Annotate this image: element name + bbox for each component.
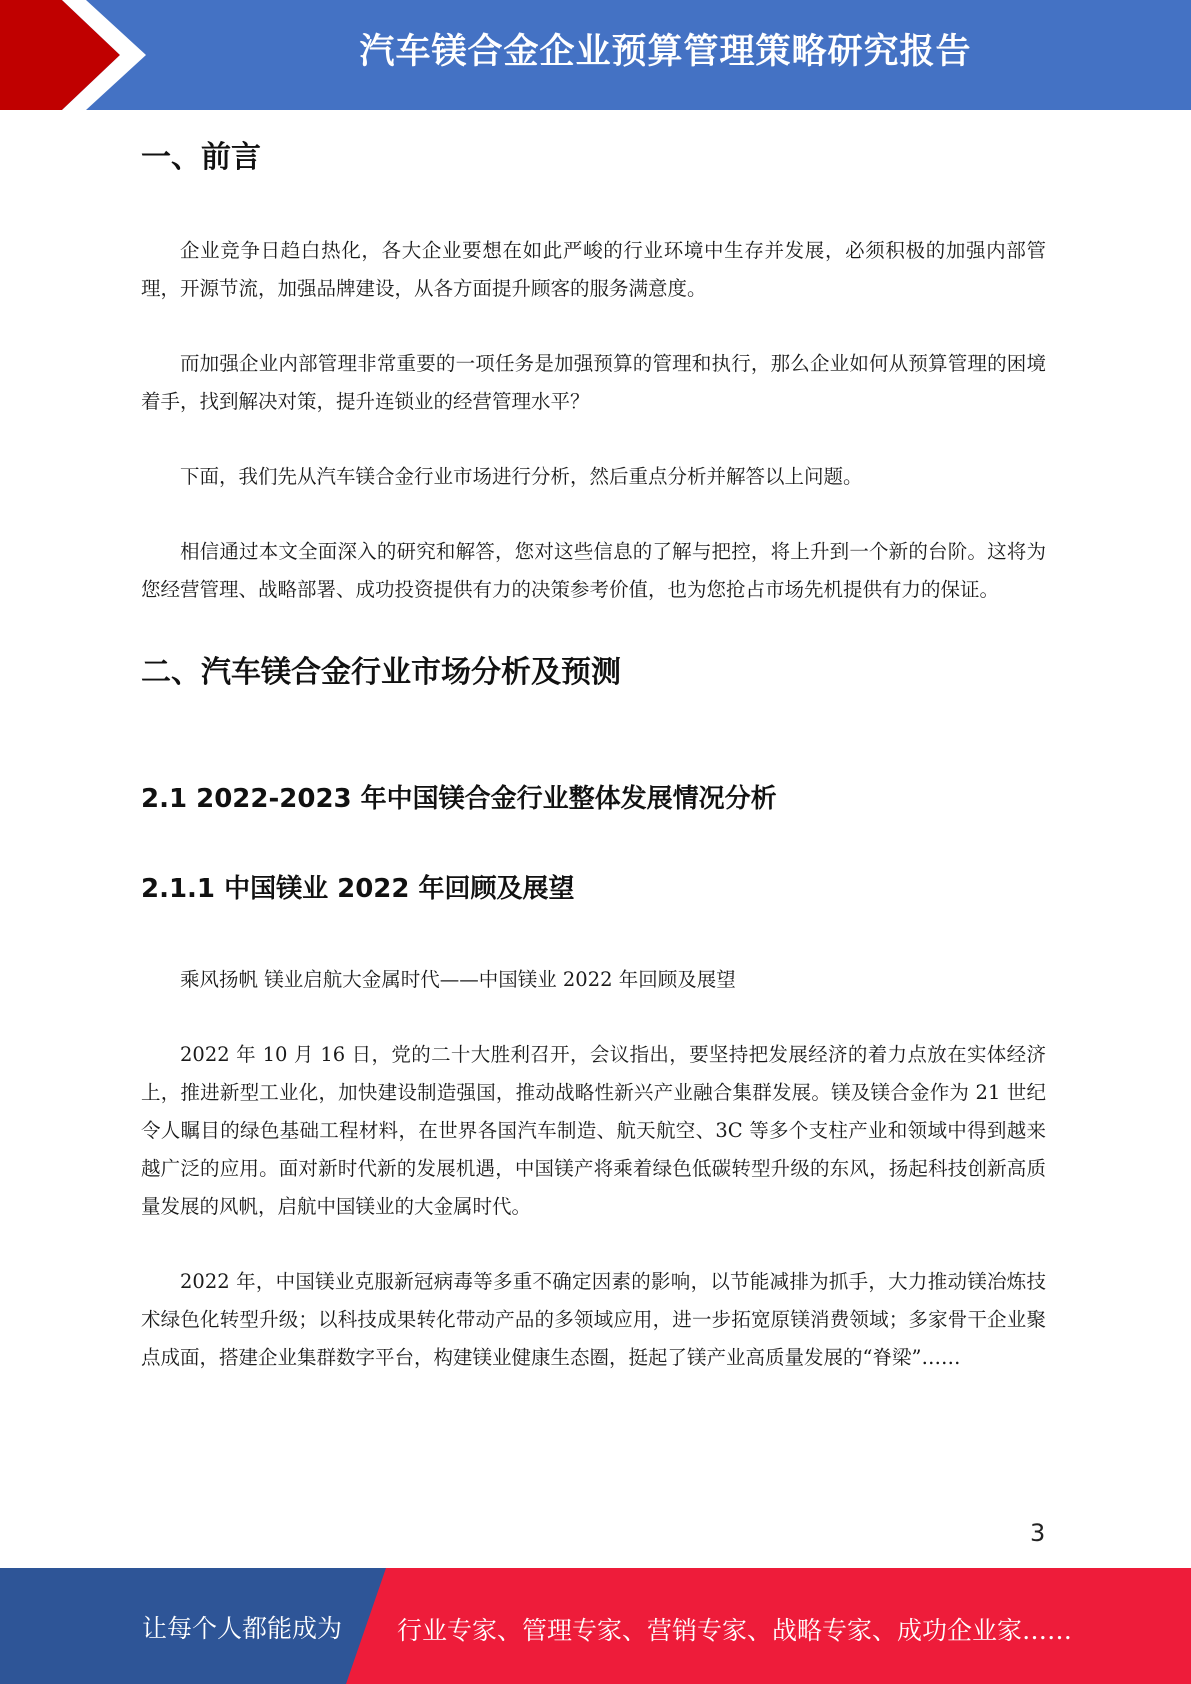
paragraph: 企业竞争日趋白热化，各大企业要想在如此严峻的行业环境中生存并发展，必须积极的加强内部管理，开源节流，加强品牌建设，从各方面提升顾客的服务满意度。	[141, 239, 1046, 300]
subsection-heading-2-1: 2.1 2022-2023 年中国镁合金行业整体发展情况分析	[141, 784, 777, 814]
footer-slogan-left: 让每个人都能成为	[142, 1614, 343, 1643]
paragraph: 乘风扬帆 镁业启航大金属时代——中国镁业 2022 年回顾及展望	[180, 968, 736, 991]
paragraph: 而加强企业内部管理非常重要的一项任务是加强预算的管理和执行，那么企业如何从预算管理的困境着手，找到解决对策，提升连锁业的经营管理水平？	[141, 352, 1046, 413]
report-title: 汽车镁合金企业预算管理策略研究报告	[359, 32, 972, 72]
footer-slogan-right: 行业专家、管理专家、营销专家、战略专家、成功企业家……	[397, 1616, 1073, 1645]
section-heading-preface: 一、前言	[141, 140, 261, 175]
subsection-heading-2-1-1: 2.1.1 中国镁业 2022 年回顾及展望	[141, 874, 575, 904]
paragraph: 下面，我们先从汽车镁合金行业市场进行分析，然后重点分析并解答以上问题。	[180, 465, 863, 488]
document-body	[141, 136, 1046, 1377]
page-number: 3	[1030, 1519, 1046, 1547]
footer-banner	[0, 1568, 1191, 1684]
section-heading-analysis: 二、汽车镁合金行业市场分析及预测	[141, 655, 621, 690]
paragraph: 2022 年，中国镁业克服新冠病毒等多重不确定因素的影响，以节能减排为抓手，大力推动镁冶炼技术绿色化转型升级；以科技成果转化带动产品的多领域应用，进一步拓宽原镁消费领域；多家骨干企业聚点成面，搭建企业集群数字平台，构建镁业健康生态圈，挺起了镁产业高质量发展的“脊梁”……	[141, 1270, 1046, 1369]
chevron-arrow-icon	[0, 0, 160, 110]
paragraph: 2022 年 10 月 16 日，党的二十大胜利召开，会议指出，要坚持把发展经济的着力点放在实体经济上，推进新型工业化，加快建设制造强国，推动战略性新兴产业融合集群发展。镁及镁合金作为 21 世纪令人瞩目的绿色基础工程材料，在世界各国汽车制造、航天航空、3C 等多个支柱产业和领域中得到越来越广泛的应用。面对新时代新的发展机遇，中国镁产将乘着绿色低碳转型升级的东风，扬起科技创新高质量发展的风帆，启航中国镁业的大金属时代。	[141, 1043, 1046, 1218]
paragraph: 相信通过本文全面深入的研究和解答，您对这些信息的了解与把控，将上升到一个新的台阶。这将为您经营管理、战略部署、成功投资提供有力的决策参考价值，也为您抢占市场先机提供有力的保证。	[141, 540, 1046, 601]
header-banner	[0, 0, 1191, 110]
